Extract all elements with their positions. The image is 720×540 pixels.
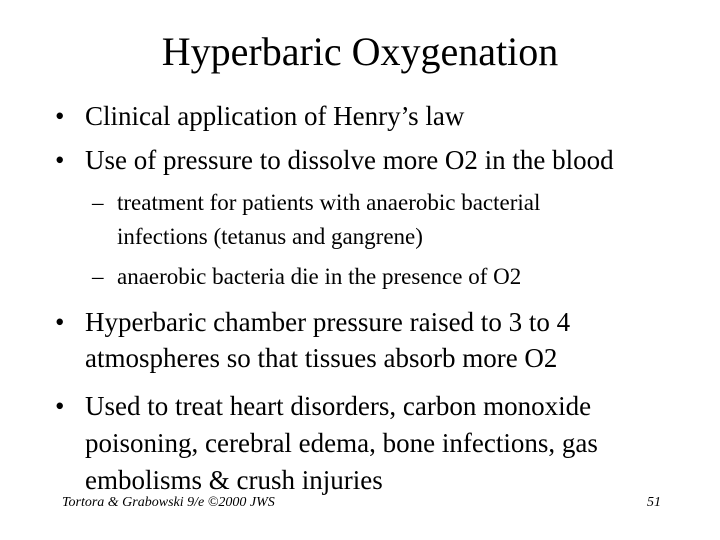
bullet-text: Clinical application of Henry’s law: [85, 101, 465, 131]
bullet-marker: •: [55, 101, 65, 131]
bullet-text: embolisms & crush injuries: [85, 465, 383, 495]
bullet-text: Used to treat heart disorders, carbon monoxide: [85, 391, 592, 421]
sub-bullet-marker: –: [92, 264, 104, 289]
sub-bullet-text: anaerobic bacteria die in the presence of O2: [117, 264, 522, 289]
bullet-text: Use of pressure to dissolve more O2 in the blood: [85, 145, 614, 175]
bullet-text: poisoning, cerebral edema, bone infections, gas: [85, 428, 598, 458]
bullet-text: Hyperbaric chamber pressure raised to 3 to 4: [85, 307, 571, 337]
sub-bullet-text: infections (tetanus and gangrene): [117, 224, 423, 249]
bullet-marker: •: [55, 391, 65, 421]
page-number: 51: [647, 495, 661, 510]
bullet-text: atmospheres so that tissues absorb more O2: [85, 343, 558, 373]
sub-bullet-marker: –: [92, 190, 104, 215]
footer-credit: Tortora & Grabowski 9/e ©2000 JWS: [62, 495, 275, 510]
slide-title: Hyperbaric Oxygenation: [161, 29, 559, 74]
sub-bullet-text: treatment for patients with anaerobic bacterial: [117, 190, 541, 215]
bullet-marker: •: [55, 145, 65, 175]
bullet-marker: •: [55, 307, 65, 337]
